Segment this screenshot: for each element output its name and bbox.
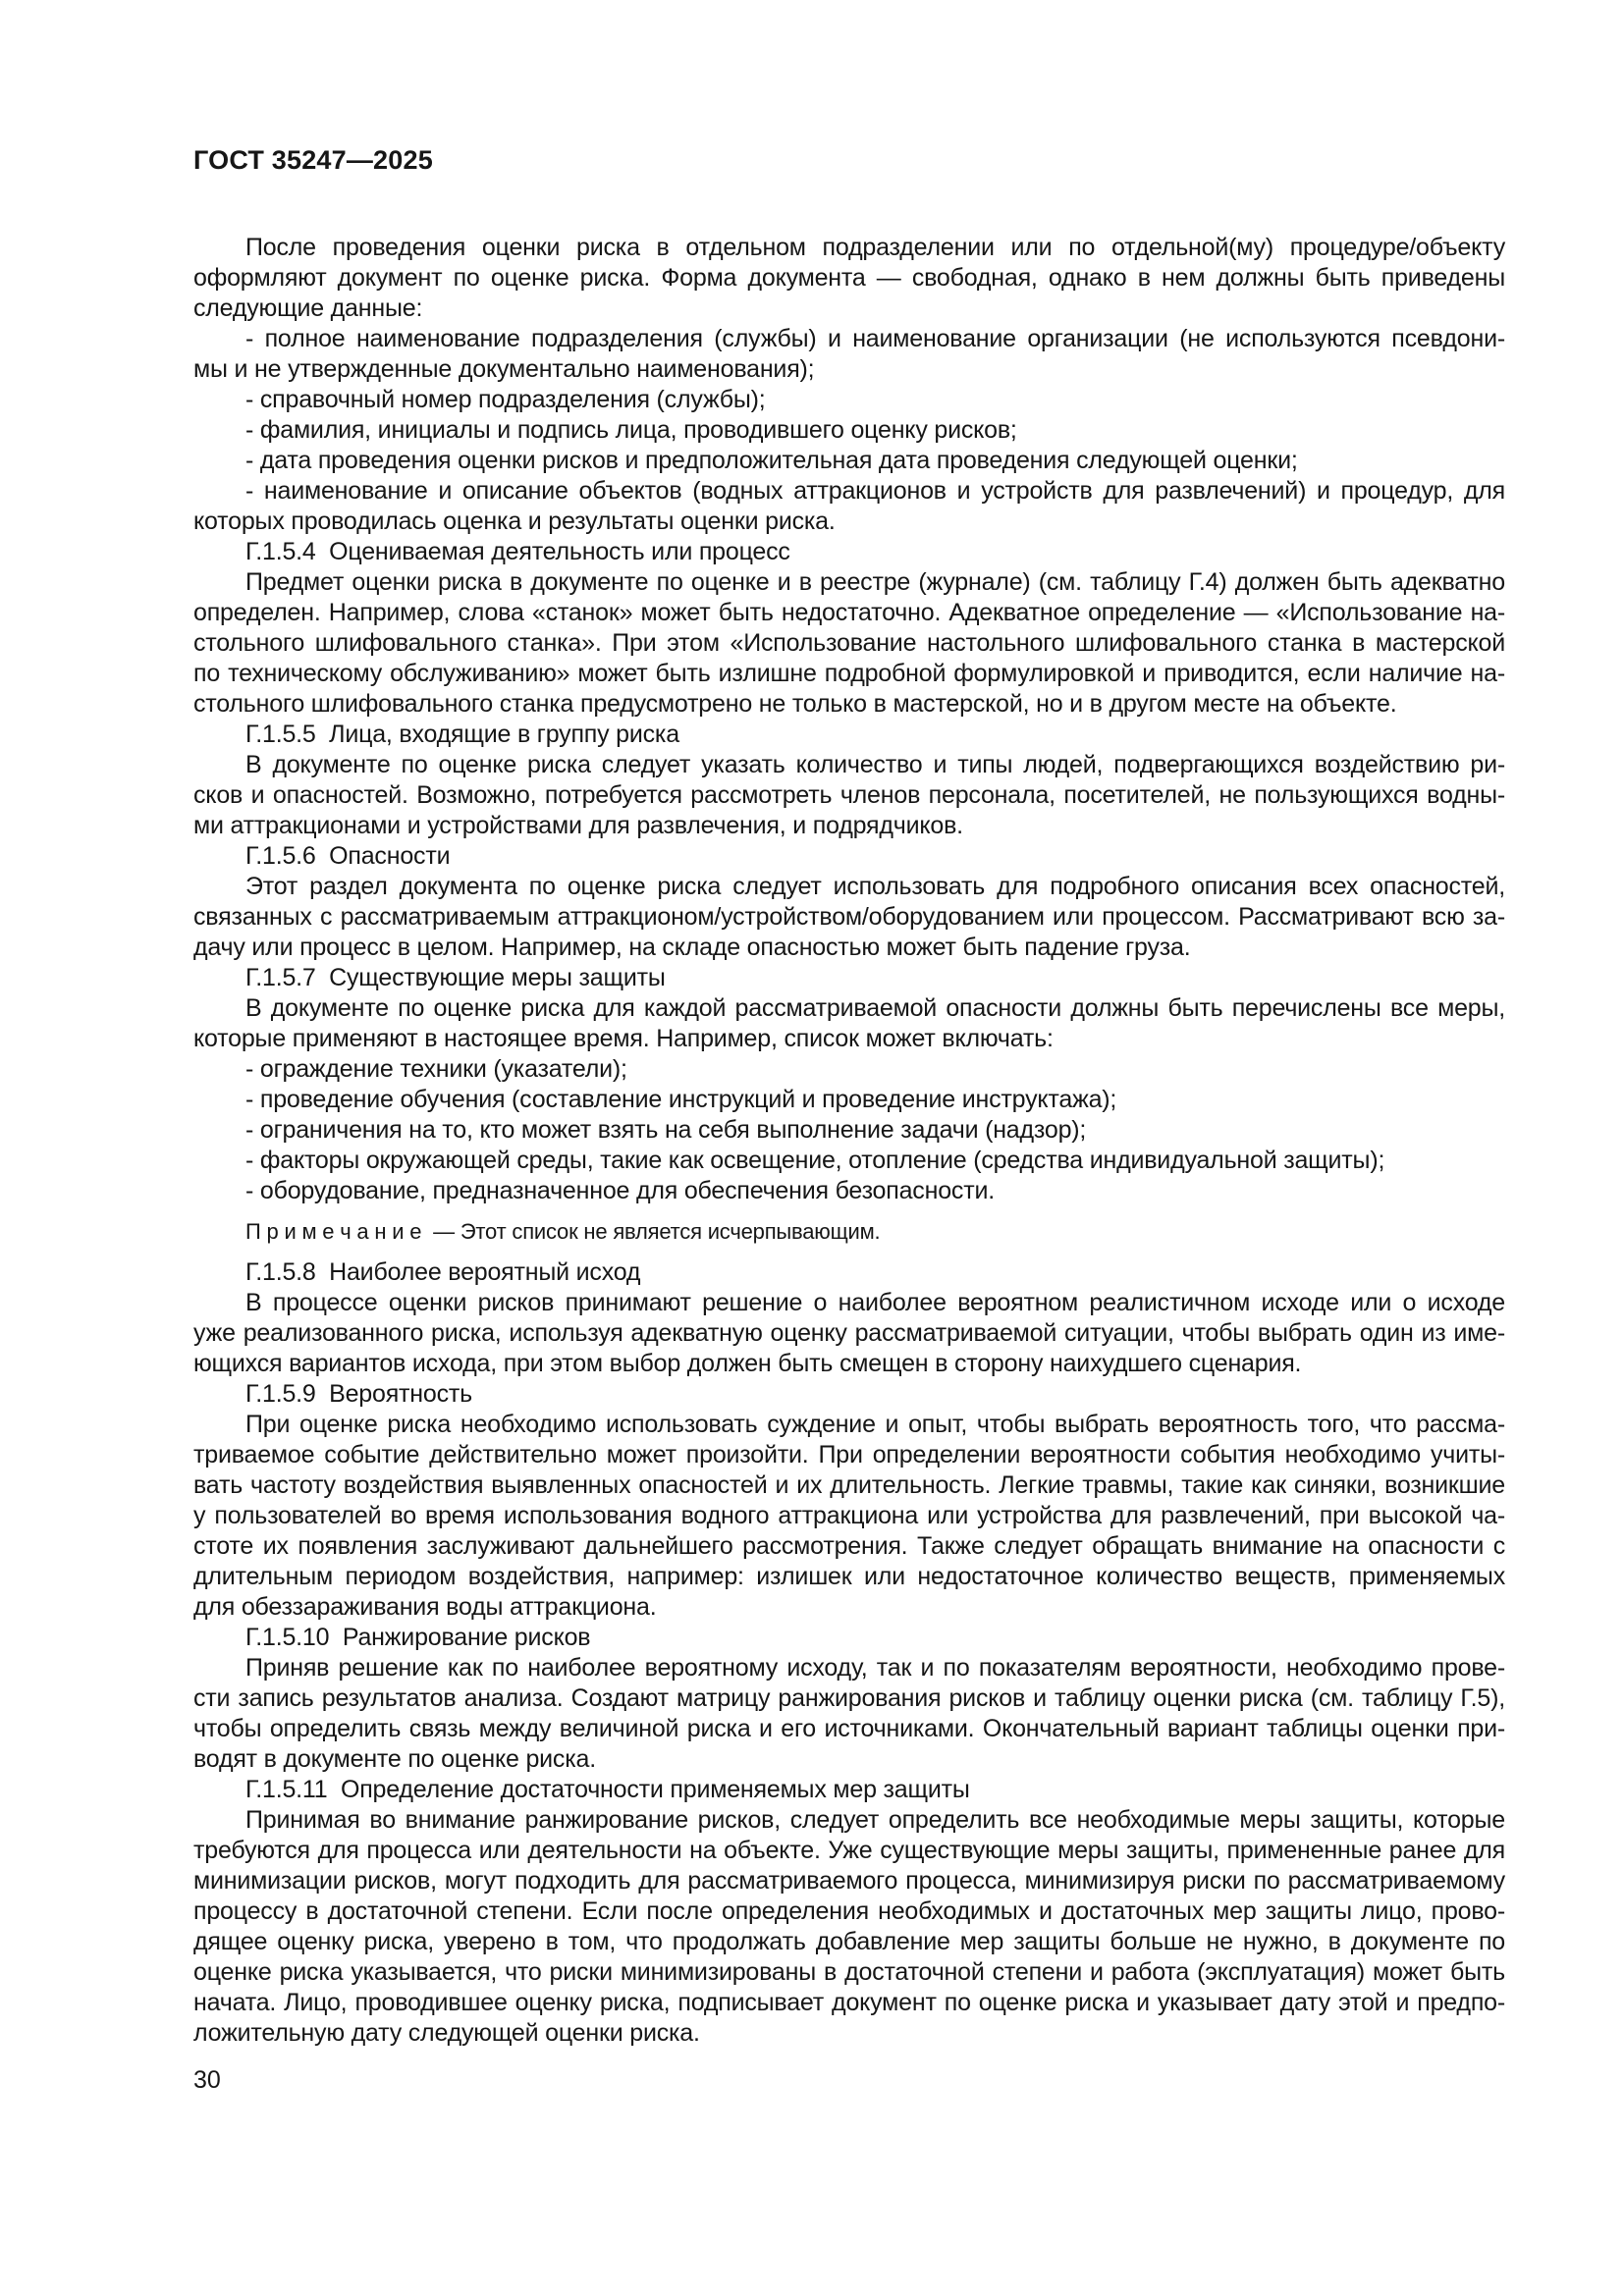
text-line: процессу в достаточной степени. Если после определения необходимых и достаточных мер защиты лицо, прово- [193,1897,1505,1925]
paragraph [193,993,1505,1054]
list-item [193,446,1505,476]
text-line: Г.1.5.4 Оцениваемая деятельность или процесс [245,538,790,565]
text-line: ющихся вариантов исхода, при этом выбор должен быть смещен в сторону наихудшего сценария. [193,1350,1302,1377]
text-line: - оборудование, предназначенное для обеспечения безопасности. [245,1177,995,1204]
text-line: - проведение обучения (составление инструкций и проведение инструктажа); [245,1086,1117,1113]
text-line: по техническому обслуживанию» может быть излишне подробной формулировкой и приводится, если наличие на- [193,660,1505,687]
text-line: Принимая во внимание ранжирование рисков, следует определить все необходимые меры защиты, которые [245,1806,1505,1834]
text-line: Г.1.5.10 Ранжирование рисков [245,1624,591,1651]
text-line: - фамилия, инициалы и подпись лица, проводившего оценку рисков; [245,416,1017,444]
text-line: После проведения оценки риска в отдельном подразделении или по отдельной(му) процедуре/объекту [245,234,1505,261]
text-line: водят в документе по оценке риска. [193,1745,596,1773]
text-line: уже реализованного риска, используя адекватную оценку рассматриваемой ситуации, чтобы выбрать один из име- [193,1319,1505,1347]
text-line: - справочный номер подразделения (службы); [245,386,766,413]
text-line: Г.1.5.11 Определение достаточности применяемых мер защиты [245,1776,970,1803]
text-line: При оценке риска необходимо использовать суждение и опыт, чтобы выбрать вероятность того, что рассма- [245,1411,1505,1438]
list-item [193,1054,1505,1085]
text-line: которых проводилась оценка и результаты оценки риска. [193,507,836,535]
text-line: вать частоту воздействия выявленных опасностей и их длительность. Легкие травмы, такие как синяки, возникшие [193,1471,1505,1499]
text-line: у пользователей во время использования водного аттракциона или устройства для развлечений, при высокой ча- [193,1502,1505,1529]
text-line: триваемое событие действительно может произойти. При определении вероятности события необходимо учиты- [193,1441,1505,1468]
text-line: для обеззараживания воды аттракциона. [193,1593,657,1621]
note [193,1219,1505,1245]
text-line: дящее оценку риска, уверено в том, что продолжать добавление мер защиты больше не нужно, в документе по [193,1928,1505,1955]
page-number: 30 [193,2066,221,2094]
list-item [193,324,1505,385]
text-line: - дата проведения оценки рисков и предположительная дата проведения следующей оценки; [245,447,1298,474]
text-line: Г.1.5.5 Лица, входящие в группу риска [245,721,679,748]
text-line: Этот раздел документа по оценке риска следует использовать для подробного описания всех опасностей, [245,873,1505,900]
text-line: дачу или процесс в целом. Например, на складе опасностью может быть падение груза. [193,934,1191,961]
text-line: - полное наименование подразделения (службы) и наименование организации (не используются псевдони- [245,325,1505,352]
text-line: В документе по оценке риска для каждой рассматриваемой опасности должны быть перечислены все меры, [245,994,1505,1022]
section-heading [193,1775,1505,1805]
text-line: оценке риска указывается, что риски минимизированы в достаточной степени и работа (эксплуатация) может быть [193,1958,1505,1986]
paragraph [193,233,1505,324]
list-item [193,415,1505,446]
section-heading [193,841,1505,872]
text-line: определен. Например, слова «станок» может быть недостаточно. Адекватное определение — «Использование на- [193,599,1505,626]
text-line: - факторы окружающей среды, такие как освещение, отопление (средства индивидуальной защиты); [245,1147,1385,1174]
text-line: стоте их появления заслуживают дальнейшего рассмотрения. Также следует обращать внимание на опасности с [193,1532,1505,1560]
text-line: ложительную дату следующей оценки риска. [193,2019,700,2047]
text-line: Г.1.5.6 Опасности [245,842,451,870]
paragraph [193,872,1505,963]
section-heading [193,537,1505,567]
section-heading [193,1623,1505,1653]
text-line: требуются для процесса или деятельности на объекте. Уже существующие меры защиты, примененные ранее для [193,1837,1505,1864]
text-line: которые применяют в настоящее время. Например, список может включать: [193,1025,1054,1052]
section-heading [193,963,1505,993]
text-line: оформляют документ по оценке риска. Форма документа — свободная, однако в нем должны быть приведены [193,264,1505,292]
text-line: - наименование и описание объектов (водных аттракционов и устройств для развлечений) и процедур, для [245,477,1505,505]
list-item [193,476,1505,537]
text-line: мы и не утвержденные документально наименования); [193,355,815,383]
text-line: начата. Лицо, проводившее оценку риска, подписывает документ по оценке риска и указывает дату этой и предпо- [193,1989,1505,2016]
paragraph [193,567,1505,720]
text-line: Г.1.5.8 Наиболее вероятный исход [245,1258,641,1286]
text-line: В процессе оценки рисков принимают решение о наиболее вероятном реалистичном исходе или о исходе [245,1289,1505,1316]
list-item [193,1085,1505,1115]
running-header: ГОСТ 35247—2025 [193,145,433,175]
list-item [193,1115,1505,1146]
text-line: Г.1.5.9 Вероятность [245,1380,472,1408]
list-item [193,385,1505,415]
paragraph [193,1410,1505,1623]
section-heading [193,720,1505,750]
text-line: - ограничения на то, кто может взять на себя выполнение задачи (надзор); [245,1116,1087,1144]
text-line: В документе по оценке риска следует указать количество и типы людей, подвергающихся воздействию ри- [245,751,1505,778]
text-line: П р и м е ч а н и е — Этот список не является исчерпывающим. [245,1219,881,1244]
text-line: Г.1.5.7 Существующие меры защиты [245,964,666,991]
text-line: связанных с рассматриваемым аттракционом/устройством/оборудованием или процессом. Рассматривают всю за- [193,903,1505,931]
text-line: минимизации рисков, могут подходить для рассматриваемого процесса, минимизируя риски по рассматриваемому [193,1867,1505,1895]
paragraph [193,1288,1505,1379]
text-line: Приняв решение как по наиболее вероятному исходу, так и по показателям вероятности, необходимо прове- [245,1654,1505,1682]
text-line: чтобы определить связь между величиной риска и его источниками. Окончательный вариант таблицы оценки при- [193,1715,1505,1742]
paragraph [193,1805,1505,2049]
paragraph [193,1653,1505,1775]
text-line: ми аттракционами и устройствами для развлечения, и подрядчиков. [193,812,963,839]
section-heading [193,1379,1505,1410]
text-line: стольного шлифовального станка». При этом «Использование настольного шлифовального станка в мастерской [193,629,1505,657]
text-line: длительным периодом воздействия, например: излишек или недостаточное количество веществ, применяемых [193,1563,1505,1590]
text-line: сков и опасностей. Возможно, потребуется рассмотреть членов персонала, посетителей, не пользующихся водны- [193,781,1505,809]
document-body [193,233,1505,2049]
list-item [193,1146,1505,1176]
text-line: сти запись результатов анализа. Создают матрицу ранжирования рисков и таблицу оценки риска (см. таблицу Г.5), [193,1684,1505,1712]
section-heading [193,1257,1505,1288]
text-line: Предмет оценки риска в документе по оценке и в реестре (журнале) (см. таблицу Г.4) должен быть адекватно [245,568,1505,596]
text-line: - ограждение техники (указатели); [245,1055,627,1083]
text-line: стольного шлифовального станка предусмотрено не только в мастерской, но и в другом месте на объекте. [193,690,1397,718]
text-line: следующие данные: [193,294,423,322]
list-item [193,1176,1505,1206]
paragraph [193,750,1505,841]
